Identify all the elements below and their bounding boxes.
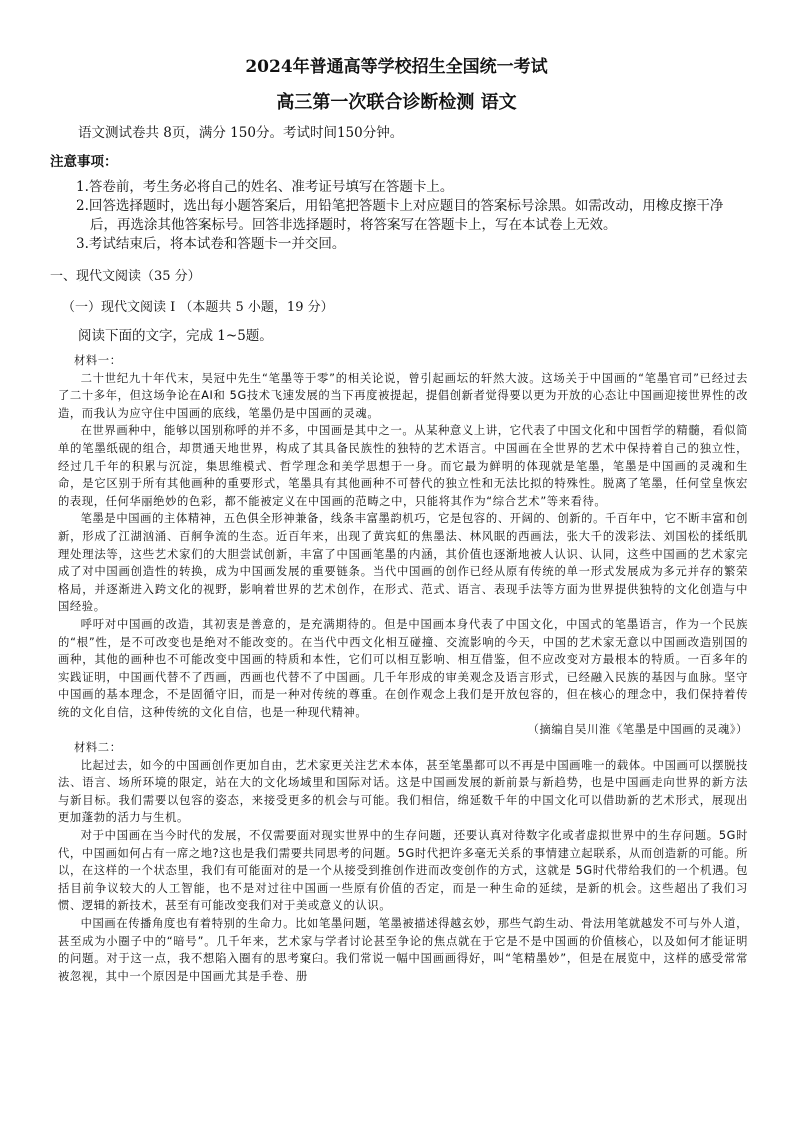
material-2-label: 材料二： (74, 741, 122, 755)
material-1-paragraph-4: 呼吁对中国画的改造，其初衷是善意的，是充满期待的。但是中国画本身代表了中国文化，中国式的笔墨语言，作为一个民族的“根”性，是不可改变也是绝对不能改变的。在当代中西文化相互碰撞、交流影响的今天，中国的艺术家无意以中国画改造别国的画种，其他的画种也不可能改变中国画的特质和本性，它们可以相互影响、相互借鉴，但不应改变对方最根本的特质。一百多年的实践证明，中国画代替不了西画，西画也代替不了中国画。几千年形成的审美观念及语言形式，已经融入民族的基因与血脉。坚守中国画的基本理念，不是固循守旧，而是一种对传统的尊重。在创作观念上我们是开放包容的，但在核心的理念中，我们保持着传统的文化自信，这种传统的文化自信，也是一种现代精神。 (58, 617, 748, 719)
notice-item-3: 3.考试结束后，将本试卷和答题卡一并交回。 (76, 236, 346, 252)
material-2-paragraph-3: 中国画在传播角度也有着特别的生命力。比如笔墨问题，笔墨被描述得越玄妙，那些气韵生动、骨法用笔就越发不可与外人道，甚至成为小圈子中的“暗号”。几千年来，艺术家与学者讨论甚至争论的焦点就在于它是不是中国画的价值核心，以及如何才能证明的问题。对于这一点，我不想陷入圈有的思考窠臼。我们常说一幅中国画画得好，叫“笔精墨妙”，但是在展览中，这样的感受常常被忽视，其中一个原因是中国画尤其是手卷、册 (58, 917, 748, 983)
material-1-source: （摘编自吴川淮《笔墨是中国画的灵魂》） (527, 723, 748, 737)
notice-heading: 注意事项： (50, 154, 118, 170)
exam-intro: 语文测试卷共 8页，满分 150分。考试时间150分钟。 (78, 125, 404, 141)
reading-passage (58, 352, 748, 985)
notice-list (76, 178, 748, 254)
material-2-paragraph-1: 比起过去，如今的中国画创作更加自由，艺术家更关注艺术本体，甚至笔墨都可以不再是中国画唯一的载体。中国画可以摆脱技法、语言、场所环境的限定，站在大的文化场域里和国际对话。这是中国画发展的新前景与新趋势，也是中国画走向世界的新方法与新目标。我们需要以包容的姿态，来接受更多的机会与可能。我们相信，绵延数千年的中国文化可以借助新的艺术形式，展现出更加蓬勃的活力与生机。 (58, 758, 748, 825)
exam-title: 2024年普通高等学校招生全国统一考试 (245, 57, 548, 77)
material-1-paragraph-1: 二十世纪九十年代末，吴冠中先生“笔墨等于零”的相关论说，曾引起画坛的轩然大波。这场关于中国画的“笔墨官司”已经过去了二十多年，但这场争论在AI和 5G技术飞速发展的当下再度被提起，提倡创新者觉得要以更为开放的心态让中国画迎接世界性的改造，而我认为应守住中国画的底线，笔墨仍是中国画的灵魂。 (58, 371, 748, 420)
notice-item-2: 2.回答选择题时，选出每小题答案后，用铅笔把答题卡上对应题目的答案标号涂黑。如需改动，用橡皮擦干净后，再选涂其他答案标号。回答非选择题时，将答案写在答题卡上，写在本试卷上无效。 (76, 198, 724, 233)
subsection-heading: （一）现代文阅读 I （本题共 5 小题，19 分） (62, 300, 334, 315)
material-2-paragraph-2: 对于中国画在当今时代的发展，不仅需要面对现实世界中的生存问题，还要认真对待数字化或者虚拟世界中的生存问题。5G时代，中国画如何占有一席之地?这也是我们需要共同思考的问题。5G时代把许多毫无关系的事情建立起联系，从而创造新的可能。所以，在这样的一个状态里，我们有可能面对的是一个从接受到推创作进而改变创作的方式，这就是 5G时代带给我们的一个机遇。包括目前争议较大的人工智能，也不是对过往中国画一些原有价值的否定，而是一种生命的延续，是新的机会。这些超出了我们习惯、逻辑的新技术，甚至有可能改变我们对于美或意义的认识。 (58, 829, 748, 913)
material-1-paragraph-3: 笔墨是中国画的主体精神，五色俱全形神兼备，线条丰富墨韵机巧，它是包容的、开阔的、创新的。千百年中，它不断丰富和创新，形成了江湖汹涌、百舸争流的生态。近百年来，出现了黄宾虹的焦墨法、林风眠的西画法，张大千的泼彩法、刘国松的揉纸肌理处理法等，这些艺术家们的大胆尝试创新，丰富了中国画笔墨的内涵，其价值也逐渐地被人认识、认同，这些中国画的艺术家完成了对中国画创造性的转换，成为中国画发展的重要链条。当代中国画的创作已经从原有传统的单一形式发展成为多元并存的繁荣格局，并逐渐进入跨文化的视野，影响着世界的艺术创作，在形式、范式、语言、表现手法等方面为世界提供独特的文化创造与中国经验。 (58, 512, 748, 614)
material-1-label: 材料一： (74, 354, 122, 367)
notice-item-1: 1.答卷前，考生务必将自己的姓名、准考证号填写在答题卡上。 (76, 179, 454, 195)
reading-instruction: 阅读下面的文字，完成 1~5题。 (78, 328, 273, 344)
material-1-paragraph-2: 在世界画种中，能够以国别称呼的并不多，中国画是其中之一。从某种意义上讲，它代表了中国文化和中国哲学的精髓，看似简单的笔墨纸砚的组合，却贯通天地世界，构成了其具备民族性的独特的艺术语言。中国画在全世界的艺术中保持着自己的独立性，经过几千年的积累与沉淀，集思维模式、哲学理念和美学思想于一身。而它最为鲜明的体现就是笔墨，笔墨是中国画的灵魂和生命，是它区别于所有其他画种的重要形式，笔墨具有其他画种不可替代的独立性和无法比拟的特殊性。脱离了笔墨，任何堂皇恢宏的表现，任何华丽绝妙的色彩，都不能被定义在中国画的范畴之中，只能将其作为“综合艺术”等来看待。 (58, 424, 748, 508)
exam-subtitle: 高三第一次联合诊断检测 语文 (276, 92, 517, 113)
section-heading: 一、现代文阅读（35 分） (50, 269, 201, 284)
